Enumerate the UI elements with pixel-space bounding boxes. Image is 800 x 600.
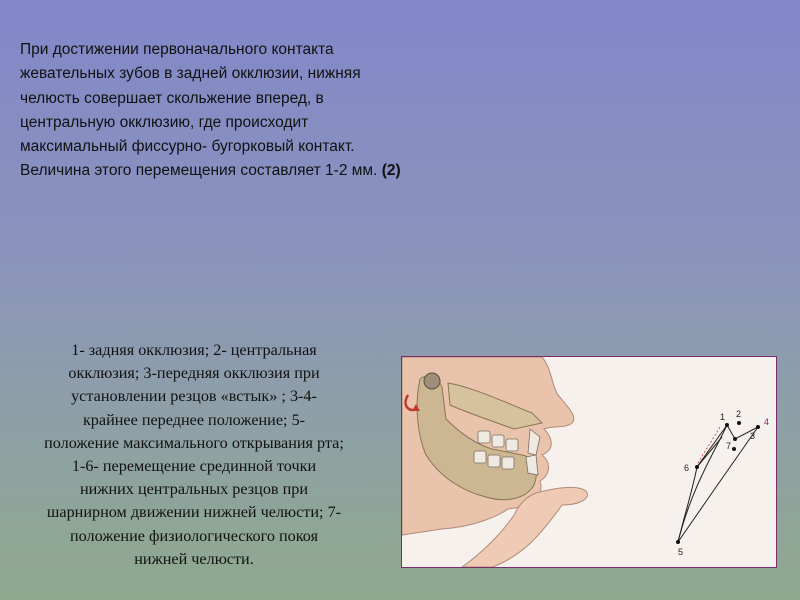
jaw-movement-figure xyxy=(401,356,777,568)
caption-line: нижних центральных резцов при xyxy=(79,480,309,499)
caption-line: положение физиологического покоя xyxy=(69,526,319,545)
paragraph-line-last xyxy=(20,159,490,183)
point-label-1: 1 xyxy=(720,412,726,422)
movement-points xyxy=(676,421,760,544)
paragraph-line: центральную окклюзию, где происходит xyxy=(20,113,309,131)
reference-marker: (2) xyxy=(381,162,401,180)
caption-line: окклюзия; 3-передняя окклюзия при xyxy=(68,364,320,383)
point-label-7: 7 xyxy=(726,441,732,451)
jaw-illustration xyxy=(402,357,776,567)
movement-envelope xyxy=(678,425,758,542)
caption-line: крайнее переднее положение; 5- xyxy=(82,410,306,429)
point-label-5: 5 xyxy=(678,547,684,557)
caption-line: положение максимального открывания рта; xyxy=(44,433,344,452)
paragraph-line: максимальный фиссурно- бугорковый контакт. xyxy=(20,138,355,156)
point-label-4: 4 xyxy=(764,417,770,427)
paragraph-text: Величина этого перемещения составляет 1-2 мм. xyxy=(20,162,378,180)
point-label-6: 6 xyxy=(684,463,690,473)
caption-line: нижней челюсти. xyxy=(134,549,254,568)
paragraph-line: При достижении первоначального контакта xyxy=(20,41,334,58)
point-label-3: 3 xyxy=(750,431,756,441)
caption-line: установлении резцов «встык» ; 3-4- xyxy=(71,387,317,406)
caption-line: 1-6- перемещение срединной точки xyxy=(71,457,317,476)
point-label-2: 2 xyxy=(736,409,742,419)
tmj-joint xyxy=(424,373,440,389)
caption-line: 1- задняя окклюзия; 2- центральная xyxy=(71,341,317,359)
caption-line: шарнирном движении нижней челюсти; 7- xyxy=(46,503,342,522)
figure-caption xyxy=(6,339,382,571)
paragraph-line: челюсть совершает скольжение вперед, в xyxy=(20,89,324,107)
paragraph-line: жевательных зубов в задней окклюзии, нижняя xyxy=(20,65,361,83)
main-paragraph xyxy=(20,38,490,184)
